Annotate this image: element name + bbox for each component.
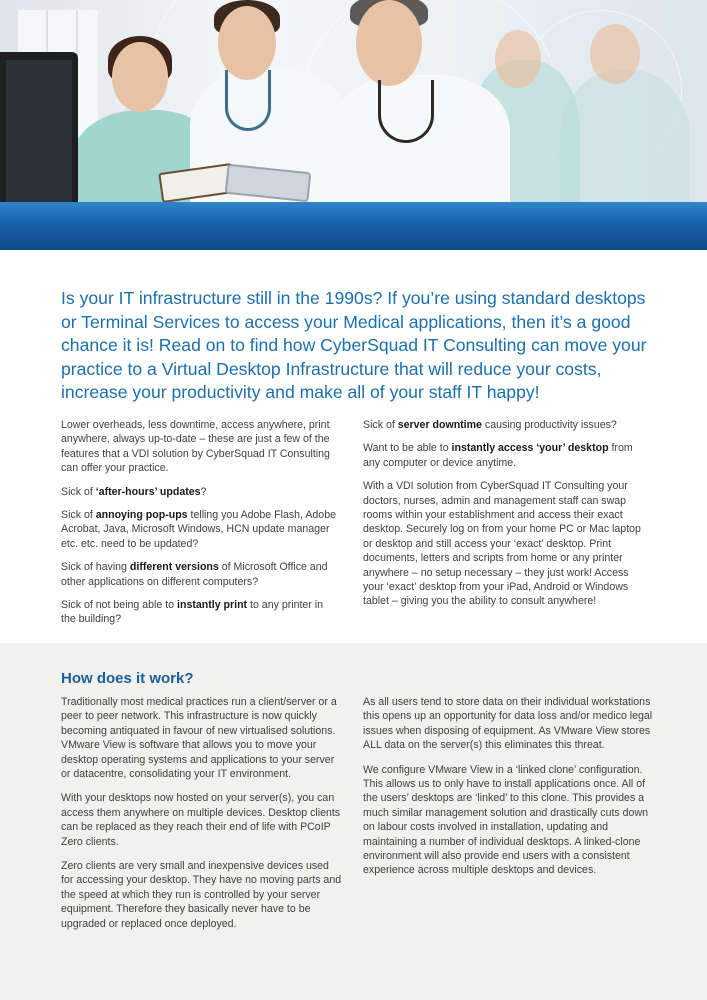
- how-right-column: [363, 695, 653, 888]
- instant-access-paragraph: Want to be able to instantly access ‘your’ desktop from any computer or device anytime.: [363, 442, 633, 469]
- how-paragraph: We configure VMware View in a ‘linked clone’ configuration. This allows us to only have to install applications once. All of the users’ desktops are ‘linked’ to this clone. This provides a much similar management solution and drastically cuts down on labour costs involved in installation, updating and maintaining a number of individual desktops. A linked-clone environment will also provide end users with a consistent experience across multiple desktops and devices.: [363, 763, 648, 877]
- stethoscope-icon: [378, 80, 434, 143]
- nurse-head: [112, 42, 168, 112]
- stethoscope-icon: [225, 70, 271, 131]
- features-paragraph: Lower overheads, less downtime, access anywhere, print anywhere, always up-to-date – these are just a few of the features that a VDI solution by CyberSquad IT Consulting can offer your practice.: [61, 419, 330, 475]
- how-left-column: [61, 695, 343, 941]
- how-paragraph: Traditionally most medical practices run a client/server or a peer to peer network. This infrastructure is now quickly becoming antiquated in favour of new virtualised solutions. VMware View is software that allows you to move your desktop operating systems and applications to your server or datacentre, consolidating your IT environment.: [61, 696, 337, 781]
- server-downtime-paragraph: Sick of server downtime causing productivity issues?: [363, 419, 617, 431]
- vdi-solution-paragraph: With a VDI solution from CyberSquad IT Consulting your doctors, nurses, admin and management staff can swap rooms within your establishment and access their exact desktop. Securely log on from your home PC or Mac laptop or desktop and still access your ‘exact’ desktop. Print documents, letters and scripts from home or any printer anywhere – no setup necessary – they just work! Access your ‘exact’ desktop from your iPad, Android or Windows tablet – giving you the ability to consult anywhere!: [363, 480, 641, 608]
- intro-paragraph: Is your IT infrastructure still in the 1990s? If you’re using standard desktops or Terminal Services to access your Medical applications, then it’s a good chance it is! Read on to find how CyberSquad IT Consulting can move your practice to a Virtual Desktop Infrastructure that will reduce your costs, increase your productivity and make all of your staff IT happy!: [61, 288, 647, 402]
- right-column: [363, 418, 651, 618]
- how-paragraph: As all users tend to store data on their individual workstations this opens up an opportunity for data loss and/or medico legal issues when disposing of equipment. As VMware View stores ALL data on the server(s) this eliminates this threat.: [363, 696, 653, 752]
- print-paragraph: Sick of not being able to instantly print to any printer in the building?: [61, 599, 324, 626]
- senior-doctor-head: [356, 0, 422, 86]
- how-paragraph: Zero clients are very small and inexpensive devices used for accessing your desktop. They have no moving parts and the speed at which they run is controlled by your server equipment. Therefore they basically never have to be upgraded or replaced once deployed.: [61, 860, 342, 930]
- how-it-works-heading: How does it work?: [61, 670, 194, 687]
- popups-paragraph: Sick of annoying pop-ups telling you Adobe Flash, Adobe Acrobat, Java, Microsoft Windows, HCN update manager etc. etc. need to be updated?: [61, 509, 336, 550]
- monitor-screen: [6, 60, 72, 202]
- left-column: [61, 418, 339, 636]
- nurse-head-background: [495, 30, 541, 88]
- doctor-head: [218, 6, 276, 80]
- header-photo: [0, 0, 707, 202]
- versions-paragraph: Sick of having different versions of Microsoft Office and other applications on different computers?: [61, 561, 328, 588]
- header-blue-band: [0, 202, 707, 250]
- how-paragraph: With your desktops now hosted on your server(s), you can access them anywhere on multiple devices. Desktop clients can be replaced as they reach their end of life with PCoIP Zero clients.: [61, 792, 341, 848]
- computer-monitor: [0, 52, 78, 202]
- after-hours-paragraph: Sick of ‘after-hours’ updates?: [61, 485, 207, 498]
- patient-head: [590, 24, 640, 84]
